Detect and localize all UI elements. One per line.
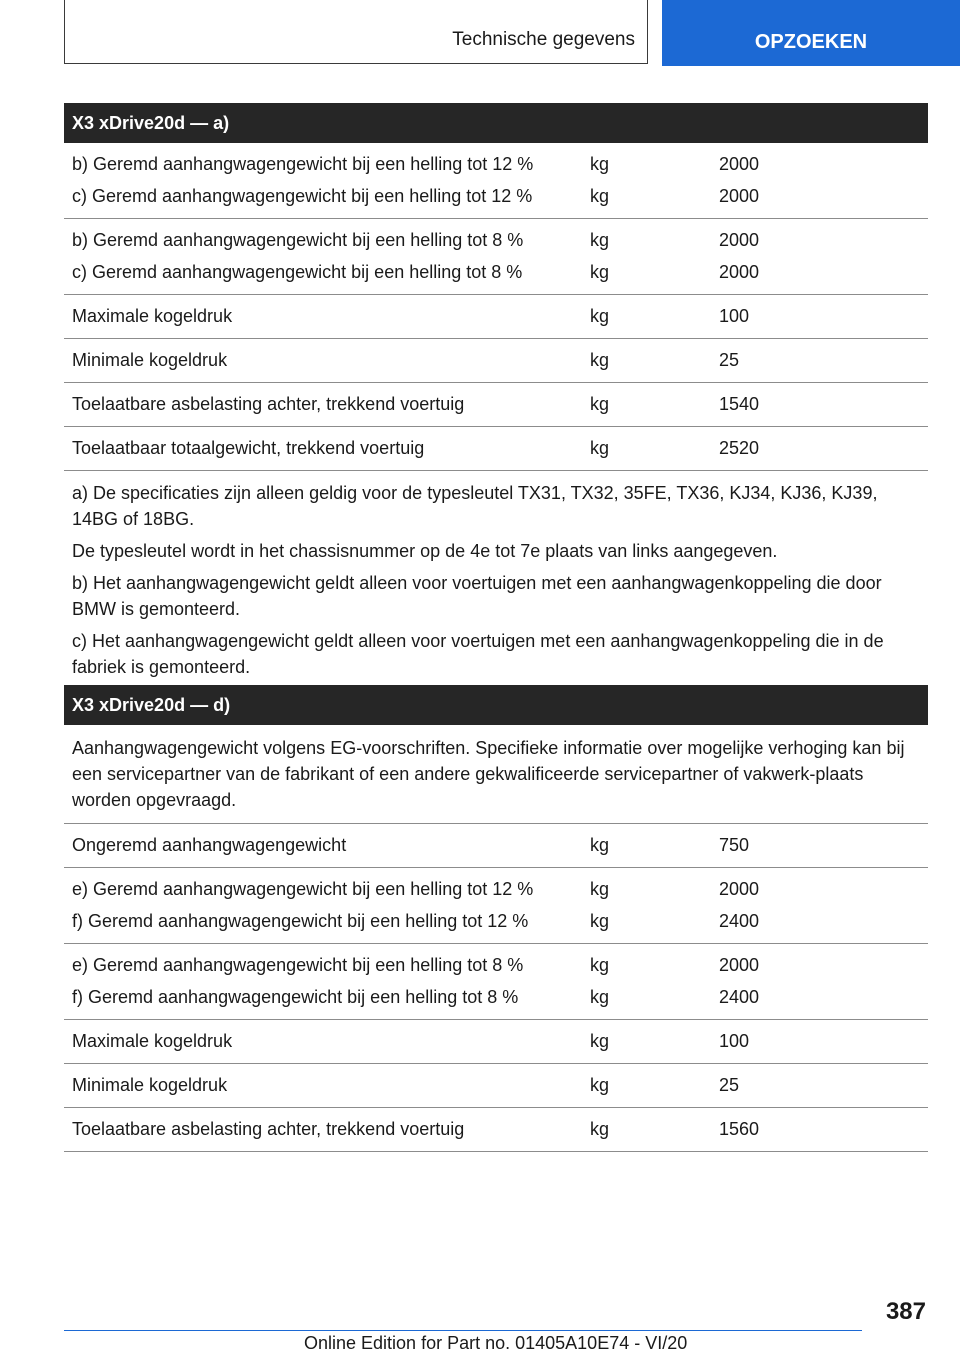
table-row-group: [64, 383, 928, 427]
row-unit: kg: [590, 262, 610, 282]
row-unit: kg: [590, 394, 610, 414]
edition-text: Online Edition for Part no. 01405A10E74 - VI/20: [304, 1333, 688, 1353]
row-value: 1560: [719, 1119, 760, 1139]
row-unit: kg: [590, 306, 610, 326]
row-label: Toelaatbaar totaalgewicht, trekkend voertuig: [72, 438, 425, 458]
row-unit: kg: [590, 1119, 610, 1139]
lookup-button-label: OPZOEKEN: [754, 31, 868, 53]
row-value: 2400: [719, 987, 760, 1007]
table-row: [64, 949, 928, 981]
row-label: e) Geremd aanhangwagengewicht bij een helling tot 8 %: [72, 955, 524, 975]
page-number: 387: [885, 1298, 926, 1325]
table-row: [64, 388, 928, 420]
table-row: [64, 180, 928, 212]
row-unit: kg: [590, 879, 610, 899]
table-row-group: [64, 1064, 928, 1108]
row-label: b) Geremd aanhangwagengewicht bij een helling tot 8 %: [72, 230, 524, 250]
row-unit: kg: [590, 230, 610, 250]
lookup-button[interactable]: [662, 0, 960, 66]
row-label: Maximale kogeldruk: [72, 1031, 233, 1051]
row-value: 2000: [719, 955, 760, 975]
section-title: Technische gegevens: [452, 29, 635, 50]
table-row-group: [64, 1020, 928, 1064]
footer-divider: [64, 1330, 862, 1331]
row-value: 100: [719, 306, 750, 326]
row-label: Maximale kogeldruk: [72, 306, 233, 326]
table-row-group: [64, 295, 928, 339]
table-row: [64, 1025, 928, 1057]
row-label: Toelaatbare asbelasting achter, trekkend voertuig: [72, 394, 465, 414]
row-value: 2000: [719, 262, 760, 282]
row-unit: kg: [590, 911, 610, 931]
table-row: [64, 148, 928, 180]
table-row: [64, 344, 928, 376]
spec-table-a-body: [64, 143, 928, 471]
row-label: f) Geremd aanhangwagengewicht bij een helling tot 12 %: [72, 911, 529, 931]
table-row-group: [64, 143, 928, 219]
table-row: [64, 1069, 928, 1101]
row-label: Minimale kogeldruk: [72, 1075, 228, 1095]
table-row-group: [64, 868, 928, 944]
row-label: e) Geremd aanhangwagengewicht bij een helling tot 12 %: [72, 879, 534, 899]
row-unit: kg: [590, 987, 610, 1007]
footnote: b) Het aanhangwagengewicht geldt alleen voor voertuigen met een aanhangwagenkoppeling die door BMW is gemonteerd.: [72, 573, 882, 619]
table-row-group: [64, 824, 928, 868]
table-row: [64, 300, 928, 332]
spec-table-a-title: X3 xDrive20d — a): [64, 103, 928, 143]
spec-table-a-notes: [64, 471, 928, 690]
spec-table-d-intro-group: [64, 725, 928, 824]
row-value: 100: [719, 1031, 750, 1051]
table-row: [64, 432, 928, 464]
footnote: De typesleutel wordt in het chassisnummer op de 4e tot 7e plaats van links aangegeven.: [72, 541, 778, 561]
footnote: a) De specificaties zijn alleen geldig voor de typesleutel TX31, TX32, 35FE, TX36, KJ34, KJ36, KJ39, 14BG of 18BG.: [72, 483, 878, 529]
row-value: 25: [719, 350, 740, 370]
row-value: 2000: [719, 230, 760, 250]
row-unit: kg: [590, 835, 610, 855]
table-row-group: [64, 427, 928, 471]
table-row: [64, 981, 928, 1013]
row-label: c) Geremd aanhangwagengewicht bij een helling tot 8 %: [72, 262, 523, 282]
row-value: 1540: [719, 394, 760, 414]
row-value: 2000: [719, 186, 760, 206]
row-value: 750: [719, 835, 750, 855]
footnote: c) Het aanhangwagengewicht geldt alleen voor voertuigen met een aanhangwagenkoppeling die in de fabriek is gemonteerd.: [72, 631, 884, 677]
table-row-group: [64, 944, 928, 1020]
spec-table-a: [64, 103, 928, 690]
spec-table-d: [64, 685, 928, 1152]
table-row: [64, 829, 928, 861]
row-unit: kg: [590, 1031, 610, 1051]
row-unit: kg: [590, 955, 610, 975]
row-label: Ongeremd aanhangwagengewicht: [72, 835, 347, 855]
spec-table-d-body: [64, 824, 928, 1152]
table-row: [64, 873, 928, 905]
table-row-group: [64, 1108, 928, 1152]
row-unit: kg: [590, 438, 610, 458]
row-unit: kg: [590, 350, 610, 370]
row-label: Minimale kogeldruk: [72, 350, 228, 370]
row-unit: kg: [590, 154, 610, 174]
row-label: f) Geremd aanhangwagengewicht bij een helling tot 8 %: [72, 987, 519, 1007]
table-row-group: [64, 339, 928, 383]
spec-table-d-title: X3 xDrive20d — d): [64, 685, 928, 725]
table-row: [64, 905, 928, 937]
row-unit: kg: [590, 1075, 610, 1095]
row-value: 2000: [719, 879, 760, 899]
row-label: c) Geremd aanhangwagengewicht bij een helling tot 12 %: [72, 186, 533, 206]
row-value: 2400: [719, 911, 760, 931]
section-header: [64, 0, 648, 64]
row-label: b) Geremd aanhangwagengewicht bij een helling tot 12 %: [72, 154, 534, 174]
row-value: 25: [719, 1075, 740, 1095]
table-row-group: [64, 219, 928, 295]
table-row: [64, 1113, 928, 1145]
row-value: 2000: [719, 154, 760, 174]
spec-table-d-intro: Aanhangwagengewicht volgens EG-voorschriften. Specifieke informatie over mogelijke verhoging kan bij een servicepartner van de fabrikant of een andere gekwalificeerde servicepartner of vakwerk-plaats worden opgevraagd.: [72, 738, 905, 810]
row-unit: kg: [590, 186, 610, 206]
row-value: 2520: [719, 438, 760, 458]
table-row: [64, 256, 928, 288]
row-label: Toelaatbare asbelasting achter, trekkend voertuig: [72, 1119, 465, 1139]
table-row: [64, 224, 928, 256]
